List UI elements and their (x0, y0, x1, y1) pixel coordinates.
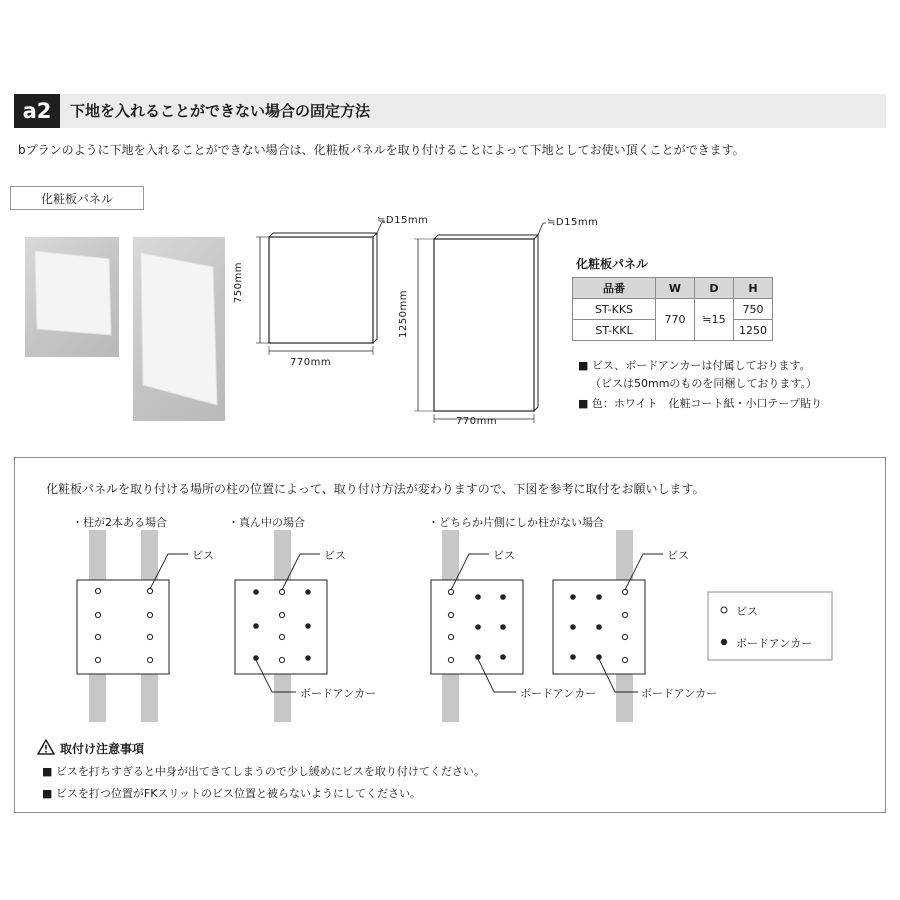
case-one-side-label: ・どちらか片側にしか柱がない場合 (428, 516, 604, 529)
panel-photo-small (25, 237, 119, 357)
legend-anchor-label: ボードアンカー (736, 637, 813, 650)
panel-photo-small-art (25, 237, 119, 357)
anchor-label-1: ボードアンカー (300, 687, 377, 700)
screw-label-1: ビス (192, 549, 214, 562)
large-height-label: 1250mm (398, 290, 409, 338)
note-3: ■ 色：ホワイト 化粧コート紙・小口テープ貼り (578, 397, 823, 410)
small-panel-drawing (240, 210, 410, 380)
spec-table (572, 277, 773, 341)
spec-h-1: 750 (734, 299, 773, 320)
section-badge: a2 (14, 94, 60, 128)
caution-item-2: ■ ビスを打つ位置がFKスリットのビス位置と被らないようにしてください。 (42, 787, 421, 800)
spec-header-code: 品番 (573, 278, 656, 299)
panel-photo-large-art (133, 237, 225, 421)
spec-w: 770 (656, 299, 695, 341)
small-height-label: 750mm (233, 262, 244, 304)
table-row (573, 299, 773, 320)
intro-text: bプランのように下地を入れることができない場合は、化粧板パネルを取り付けることによって下地としてお使い頂くことができます。 (18, 143, 745, 157)
spec-title: 化粧板パネル (576, 257, 649, 271)
caution-item-1: ■ ビスを打ちすぎると中身が出てきてしまうので少し緩めにビスを取り付けてください。 (42, 765, 485, 778)
install-intro: 化粧板パネルを取り付ける場所の柱の位置によって、取り付け方法が変わりますので、下図を参考に取付をお願いします。 (46, 482, 705, 496)
spec-code-2: ST-KKL (573, 320, 656, 341)
small-depth-label: ≒D15mm (377, 215, 429, 226)
large-panel-drawing (405, 210, 555, 425)
large-depth-label: ≒D15mm (547, 217, 599, 228)
spec-code-1: ST-KKS (573, 299, 656, 320)
spec-header-h: H (734, 278, 773, 299)
section-title: 下地を入れることができない場合の固定方法 (70, 102, 371, 120)
screw-label-2: ビス (324, 549, 346, 562)
screw-label-4: ビス (667, 549, 689, 562)
anchor-label-2: ボードアンカー (520, 687, 597, 700)
anchor-label-3: ボードアンカー (641, 687, 718, 700)
case-center-label: ・真ん中の場合 (228, 516, 305, 529)
spec-header-d: D (695, 278, 734, 299)
spec-h-2: 1250 (734, 320, 773, 341)
panel-photo-large (133, 237, 225, 421)
section-label: 化粧板パネル (10, 186, 144, 210)
warning-icon (37, 739, 55, 755)
caution-title: 取付け注意事項 (60, 742, 145, 756)
installation-diagrams (0, 520, 900, 730)
small-width-label: 770mm (290, 357, 332, 368)
spec-d: ≒15 (695, 299, 734, 341)
case-two-studs-label: ・柱が2本ある場合 (72, 516, 167, 529)
legend-screw-label: ビス (736, 605, 758, 618)
note-2: （ビスは50mmのものを同梱しております。） (590, 377, 818, 390)
note-1: ■ ビス、ボードアンカーは付属しております。 (578, 359, 811, 372)
spec-header-w: W (656, 278, 695, 299)
large-width-label: 770mm (456, 416, 498, 427)
screw-label-3: ビス (493, 549, 515, 562)
